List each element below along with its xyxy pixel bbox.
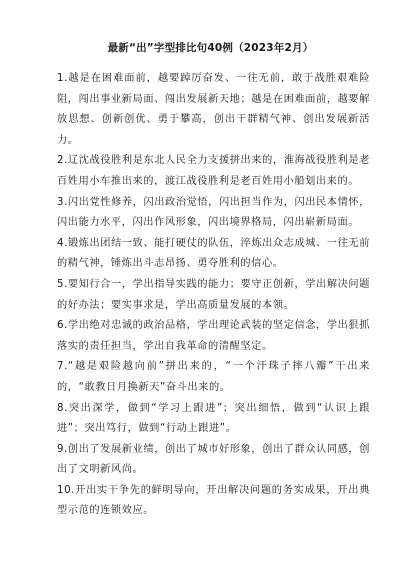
list-item: 1.越是在困难面前，越要踔厉奋发、一往无前，敢于战胜艰难险阻，闯出事业新局面、闯出发展新天地；越是在困难面前，越要解放思想、创新创优、勇于攀高，创出干群精气神、创出发展新活力。 [57,73,370,146]
item-list [57,69,370,522]
list-item: 6.学出绝对忠诚的政治品格，学出理论武装的坚定信念，学出狠抓落实的责任担当，学出自我革命的清醒坚定。 [57,320,370,352]
list-item: 3.闪出党性修养，闪出政治觉悟，闪出担当作为，闪出民本情怀，闪出能力水平，闪出作风形象，闪出境界格局，闪出崭新局面。 [57,196,370,229]
list-item: 7.“越是艰险越向前”拼出来的，“一个汗珠子摔八瓣”干出来的，“敢教日月换新天”奋斗出来的。 [57,361,370,393]
list-item: 9.创出了发展新业绩，创出了城市好形象，创出了群众认同感，创出了文明新风尚。 [57,443,370,476]
list-item: 10.开出实干争先的鲜明导向，开出解决问题的务实成果，开出典型示范的连锁效应。 [57,484,370,517]
list-item: 5.要知行合一，学出指导实践的能力；要守正创新，学出解决问题的好办法；要实事求是，学出高质量发展的本领。 [57,278,370,311]
list-item: 8.突出深学，做到“学习上跟进”；突出细悟，做到“认识上跟进”；突出笃行，做到“行动上跟进”。 [57,402,370,435]
list-item: 2.辽沈战役胜利是东北人民全力支援拼出来的，淮海战役胜利是老百姓用小车推出来的，渡江战役胜利是老百姓用小船划出来的。 [57,155,370,187]
document-title: 最新“出”字型排比句40例（2023年2月） [107,42,314,54]
list-item: 4.锻炼出团结一致、能打硬仗的队伍，淬炼出众志成城、一往无前的精气神，锤炼出斗志昂扬、勇夺胜利的信心。 [57,237,370,270]
